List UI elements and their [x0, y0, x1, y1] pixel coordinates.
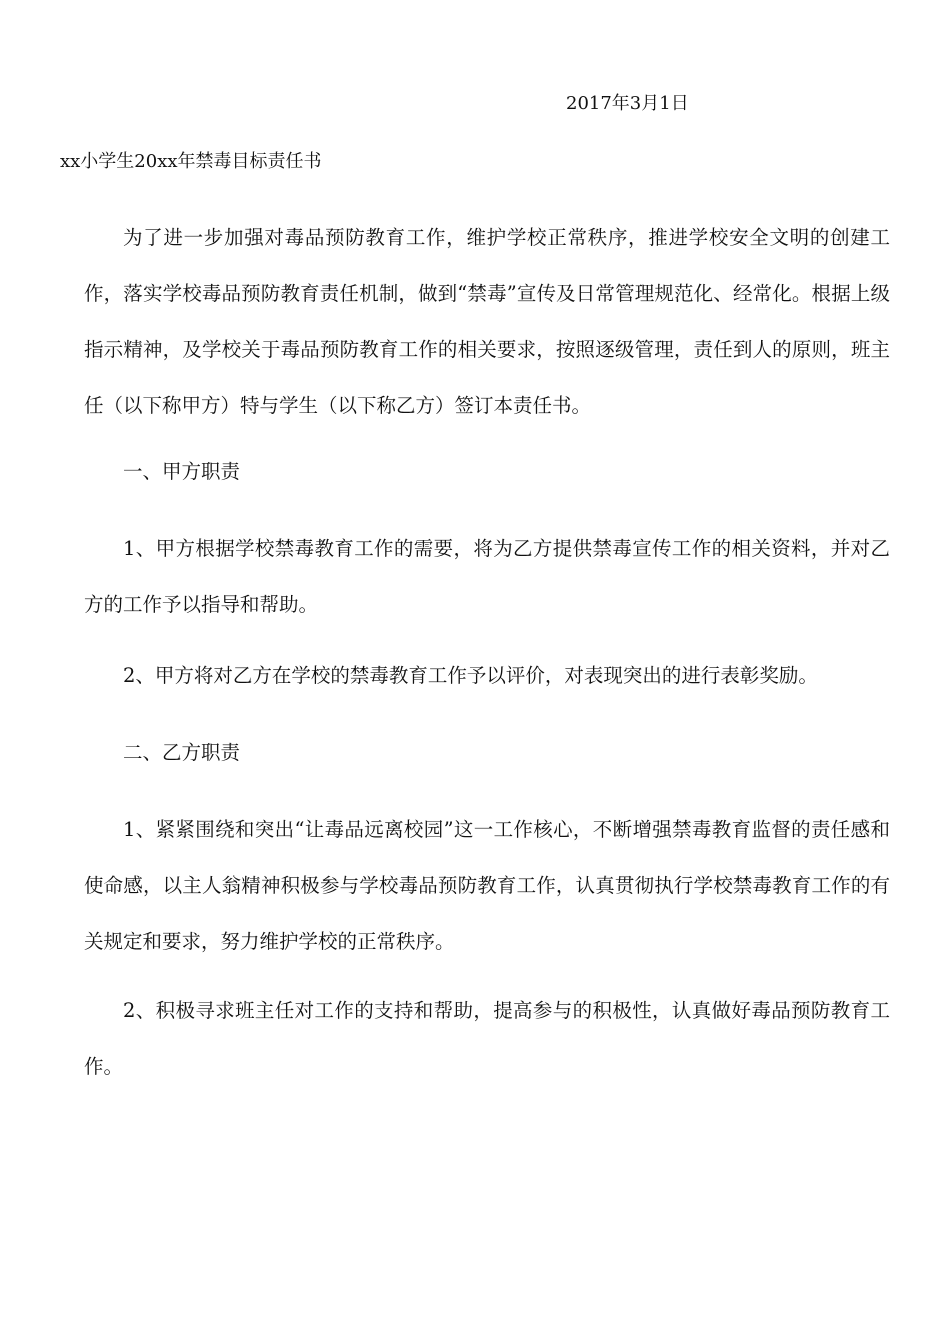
party-a-item-1: 1、甲方根据学校禁毒教育工作的需要，将为乙方提供禁毒宣传工作的相关资料，并对乙方的工作予以指导和帮助。	[84, 537, 890, 616]
party-a-item-2: 2、甲方将对乙方在学校的禁毒教育工作予以评价，对表现突出的进行表彰奖励。	[123, 664, 818, 687]
document-date: 2017年3月1日	[566, 93, 689, 114]
document-title: xx小学生20xx年禁毒目标责任书	[60, 151, 322, 172]
section-heading-party-b: 二、乙方职责	[123, 741, 241, 764]
section-heading-party-a: 一、甲方职责	[123, 460, 241, 483]
intro-paragraph: 为了进一步加强对毒品预防教育工作，维护学校正常秩序，推进学校安全文明的创建工作，落实学校毒品预防教育责任机制，做到“禁毒”宣传及日常管理规范化、经常化。根据上级指示精神，及学校关于毒品预防教育工作的相关要求，按照逐级管理，责任到人的原则，班主任（以下称甲方）特与学生（以下称乙方）签订本责任书。	[84, 226, 890, 417]
party-b-item-2: 2、积极寻求班主任对工作的支持和帮助，提高参与的积极性，认真做好毒品预防教育工作。	[84, 999, 890, 1078]
party-b-item-1: 1、紧紧围绕和突出“让毒品远离校园”这一工作核心，不断增强禁毒教育监督的责任感和使命感，以主人翁精神积极参与学校毒品预防教育工作，认真贯彻执行学校禁毒教育工作的有关规定和要求，努力维护学校的正常秩序。	[84, 818, 890, 953]
